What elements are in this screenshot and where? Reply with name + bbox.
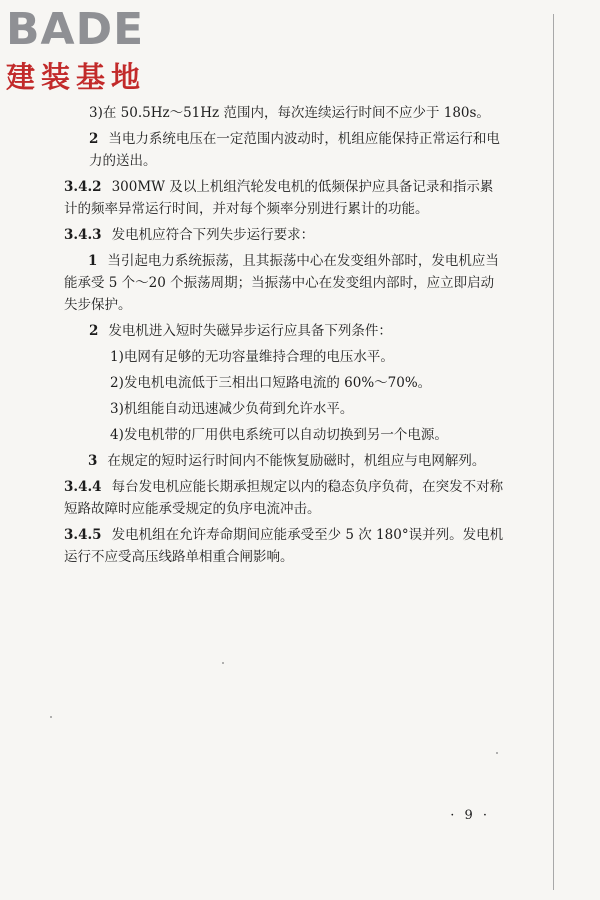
item-number: 2 bbox=[89, 323, 99, 339]
clause-number: 3.4.3 bbox=[64, 227, 102, 243]
scan-speck bbox=[50, 716, 52, 718]
bade-logo bbox=[6, 6, 176, 94]
clause-number: 3.4.2 bbox=[64, 179, 102, 195]
scan-speck bbox=[222, 662, 224, 664]
logo-brand: BADE bbox=[6, 4, 145, 55]
item-2-voltage: 2 当电力系统电压在一定范围内波动时，机组应能保持正常运行和电力的送出。 bbox=[89, 131, 500, 169]
page-edge-line bbox=[553, 14, 554, 890]
clause-number: 3.4.5 bbox=[64, 527, 102, 543]
condition-4: 4)发电机带的厂用供电系统可以自动切换到另一个电源。 bbox=[110, 427, 448, 443]
condition-3: 3)机组能自动迅速减少负荷到允许水平。 bbox=[110, 401, 354, 417]
clause-3-4-3-item-3: 3 在规定的短时运行时间内不能恢复励磁时，机组应与电网解列。 bbox=[88, 453, 486, 469]
page-number: · 9 · bbox=[450, 808, 490, 823]
item-number: 1 bbox=[88, 253, 98, 269]
item-number: 3 bbox=[88, 453, 98, 469]
item-3-freq: 3)在 50.5Hz～51Hz 范围内，每次连续运行时间不应少于 180s。 bbox=[89, 105, 490, 121]
clause-number: 3.4.4 bbox=[64, 479, 102, 495]
condition-1: 1)电网有足够的无功容量维持合理的电压水平。 bbox=[110, 349, 394, 365]
item-number: 2 bbox=[89, 131, 99, 147]
logo-subtitle: 建装基地 bbox=[6, 60, 147, 94]
clause-3-4-4: 3.4.4 每台发电机应能长期承担规定以内的稳态负序负荷，在突发不对称短路故障时应能承受规定的负序电流冲击。 bbox=[64, 479, 504, 517]
clause-3-4-5: 3.4.5 发电机组在允许寿命期间应能承受至少 5 次 180°误并列。发电机运行不应受高压线路单相重合闸影响。 bbox=[64, 527, 504, 565]
condition-2: 2)发电机电流低于三相出口短路电流的 60%～70%。 bbox=[110, 375, 432, 391]
clause-3-4-3-item-2: 2 发电机进入短时失磁异步运行应具备下列条件： bbox=[89, 323, 392, 339]
clause-3-4-2: 3.4.2 300MW 及以上机组汽轮发电机的低频保护应具备记录和指示累计的频率异常运行时间，并对每个频率分别进行累计的功能。 bbox=[64, 179, 494, 217]
clause-3-4-3-item-1: 1 当引起电力系统振荡，且其振荡中心在发变组外部时，发电机应当能承受 5 个～20 个振荡周期；当振荡中心在发变组内部时，应立即启动失步保护。 bbox=[64, 253, 499, 313]
scan-speck bbox=[496, 752, 498, 754]
clause-3-4-3: 3.4.3 发电机应符合下列失步运行要求： bbox=[64, 227, 315, 243]
document-body bbox=[64, 102, 504, 572]
